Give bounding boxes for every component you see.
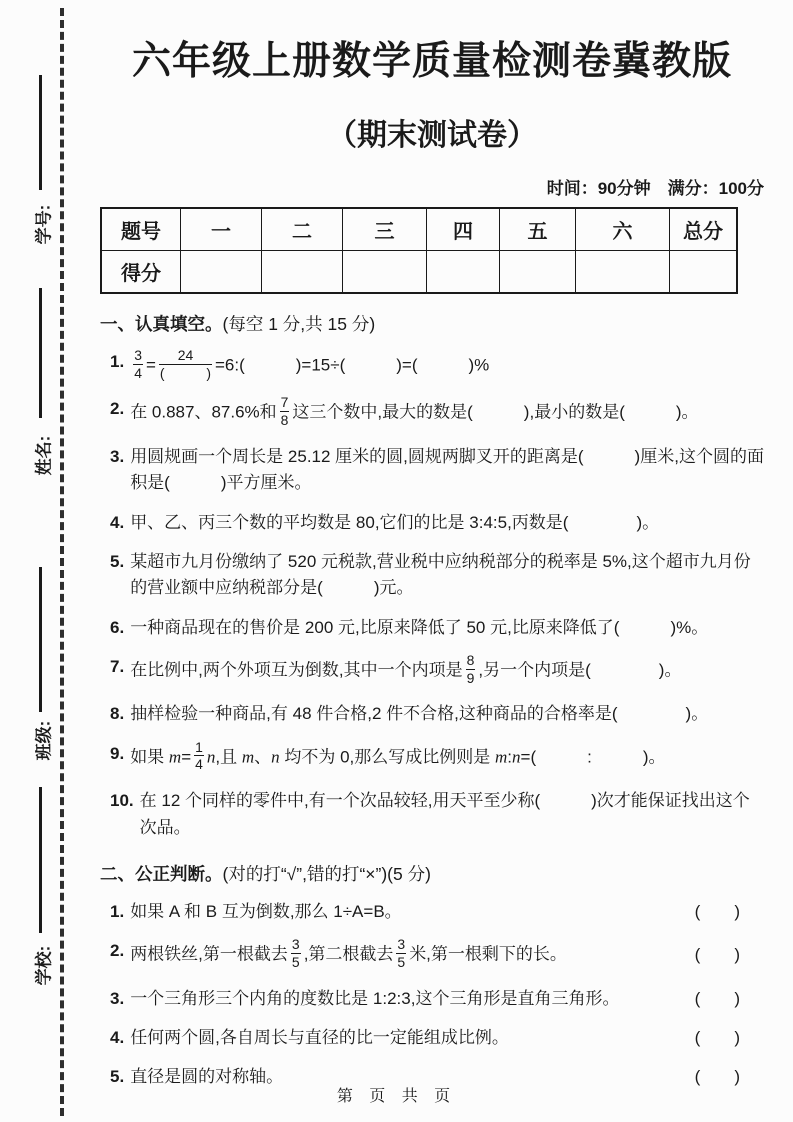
question-text: 一种商品现在的售价是 200 元,比原来降低了 50 元,比原来降低了( )%。 — [130, 617, 709, 637]
math-variable: m — [495, 747, 508, 767]
question-text: 在 12 个同样的零件中,有一个次品较轻,用天平至少称( )次才能保证找出这个次品。 — [139, 791, 750, 837]
fraction: $\frac{3}{4}$ — [134, 347, 142, 381]
math-variable: n — [206, 747, 216, 767]
score-table-cell: 一 — [181, 208, 262, 251]
question-item — [100, 788, 764, 841]
score-input-cell — [500, 251, 576, 294]
question-number: 2. — [110, 941, 125, 961]
math-variable: m — [168, 747, 182, 767]
question-item — [100, 899, 764, 925]
score-input-cell — [181, 251, 262, 294]
question-text: 在比例中,两个外项互为倒数,其中一个内项是 $\frac{8}{9}$ ,另一个内项是( )。 — [130, 651, 682, 686]
question-text: 任何两个圆,各自周长与直径的比一定能组成比例。 — [130, 1027, 509, 1047]
section-1-title: 一、认真填空。 — [100, 314, 223, 334]
seal-dashed-line — [60, 8, 64, 1116]
score-table-cell: 总分 — [670, 208, 738, 251]
fill-in-blank-question-list — [100, 349, 764, 841]
question-item — [100, 938, 764, 972]
score-table-header-row — [101, 208, 737, 251]
question-number: 9. — [110, 743, 125, 763]
question-number: 5. — [110, 551, 125, 571]
question-number: 7. — [110, 656, 125, 676]
question-item — [100, 549, 764, 602]
score-table-cell: 二 — [262, 208, 343, 251]
question-number: 8. — [110, 704, 125, 724]
class-label: 班级: — [34, 720, 54, 761]
question-item — [100, 444, 764, 497]
answer-blank: ( ) — [694, 901, 740, 921]
question-text: 用圆规画一个周长是 25.12 厘米的圆,圆规两脚叉开的距离是( )厘米,这个圆的面积是( )平方厘米。 — [130, 446, 764, 493]
score-table — [100, 207, 738, 294]
math-variable: n — [512, 747, 521, 767]
page-footer: 第 页 共 页 — [336, 1088, 457, 1105]
score-table-cell: 六 — [576, 208, 670, 251]
question-number: 6. — [110, 617, 125, 637]
fraction: $\frac{24}{( )}$ — [159, 347, 211, 381]
answer-blank: ( ) — [694, 988, 740, 1008]
question-text: 两根铁丝,第一根截去 $\frac{3}{5}$ ,第二根截去 $\frac{3}{5}$ 米,第一根剩下的长。 — [130, 936, 567, 970]
question-number: 1. — [110, 352, 125, 371]
student-name-label: 姓名: — [34, 435, 54, 476]
score-table-cell: 三 — [343, 208, 427, 251]
score-table-score-row — [101, 251, 737, 294]
true-false-question-list — [100, 899, 764, 1091]
score-table-cell: 五 — [500, 208, 576, 251]
question-item — [100, 1025, 764, 1051]
time-score-info: 时间：90分钟 满分：100分 — [546, 179, 764, 198]
question-text: 如果 m= $\frac{1}{4}$ n,且 m、n 均不为 0,那么写成比例则是 m:n=( : )。 — [130, 738, 666, 773]
math-variable: n — [271, 747, 280, 767]
student-name-line — [39, 288, 42, 418]
question-number: 3. — [110, 446, 125, 466]
score-input-cell — [670, 251, 738, 294]
question-item — [100, 738, 764, 775]
question-item — [100, 615, 764, 641]
paper-subtitle: （期末测试卷） — [327, 119, 537, 152]
student-number-line — [39, 75, 42, 190]
section-1-note: (每空 1 分,共 15 分) — [222, 314, 376, 334]
section-1-heading — [100, 311, 764, 336]
question-text: 直径是圆的对称轴。 — [130, 1067, 284, 1087]
question-item — [100, 651, 764, 688]
score-row-label: 得分 — [101, 251, 181, 294]
class-line — [39, 567, 42, 712]
question-number: 1. — [110, 901, 125, 921]
score-table-cell: 四 — [427, 208, 500, 251]
section-2-title: 二、公正判断。 — [100, 863, 223, 884]
question-number: 4. — [110, 1027, 125, 1047]
student-number-label: 学号: — [34, 204, 54, 245]
fraction: $\frac{7}{8}$ — [280, 394, 289, 429]
answer-blank: ( ) — [694, 1067, 740, 1087]
question-number: 2. — [110, 399, 125, 419]
score-input-cell — [343, 251, 427, 294]
fraction: $\frac{1}{4}$ — [195, 738, 203, 773]
question-item — [100, 396, 764, 430]
question-text: 一个三角形三个内角的度数比是 1:2:3,这个三角形是直角三角形。 — [130, 988, 620, 1008]
answer-blank: ( ) — [694, 945, 740, 965]
fraction: $\frac{3}{5}$ — [397, 936, 406, 970]
score-input-cell — [427, 251, 500, 294]
question-text: 甲、乙、丙三个数的平均数是 80,它们的比是 3:4:5,丙数是( )。 — [130, 512, 660, 532]
main-content — [100, 0, 764, 1091]
section-2-heading — [100, 861, 764, 886]
question-item — [100, 701, 764, 727]
score-table-cell: 题号 — [101, 208, 181, 251]
section-2-note: (对的打“√”,错的打“×”)(5 分) — [222, 863, 431, 884]
school-label: 学校: — [34, 945, 54, 986]
question-number: 3. — [110, 988, 125, 1008]
question-text: 抽样检验一种商品,有 48 件合格,2 件不合格,这种商品的合格率是( )。 — [130, 704, 709, 724]
question-text: 在 0.887、87.6%和 $\frac{7}{8}$ 这三个数中,最大的数是( ),最小的数是( )。 — [130, 394, 699, 429]
question-text: 如果 A 和 B 互为倒数,那么 1÷A=B。 — [130, 901, 402, 921]
question-item — [100, 986, 764, 1012]
fraction: $\frac{3}{5}$ — [291, 936, 300, 970]
score-input-cell — [576, 251, 670, 294]
question-number: 4. — [110, 512, 125, 532]
question-number: 10. — [110, 791, 134, 811]
school-line — [39, 787, 42, 933]
fraction: $\frac{8}{9}$ — [466, 651, 475, 686]
math-variable: m — [241, 747, 255, 767]
paper-title: 六年级上册数学质量检测卷冀教版 — [131, 40, 732, 83]
question-item — [100, 349, 764, 383]
question-text: $\frac{3}{4}$ = $\frac{24}{( )}$ =6:( )=15÷( )=( )% — [134, 347, 490, 381]
question-item — [100, 510, 764, 536]
question-number: 5. — [110, 1067, 125, 1087]
answer-blank: ( ) — [694, 1027, 740, 1047]
score-input-cell — [262, 251, 343, 294]
question-text: 某超市九月份缴纳了 520 元税款,营业税中应纳税部分的税率是 5%,这个超市九月份的营业额中应纳税部分是( )元。 — [130, 551, 751, 598]
